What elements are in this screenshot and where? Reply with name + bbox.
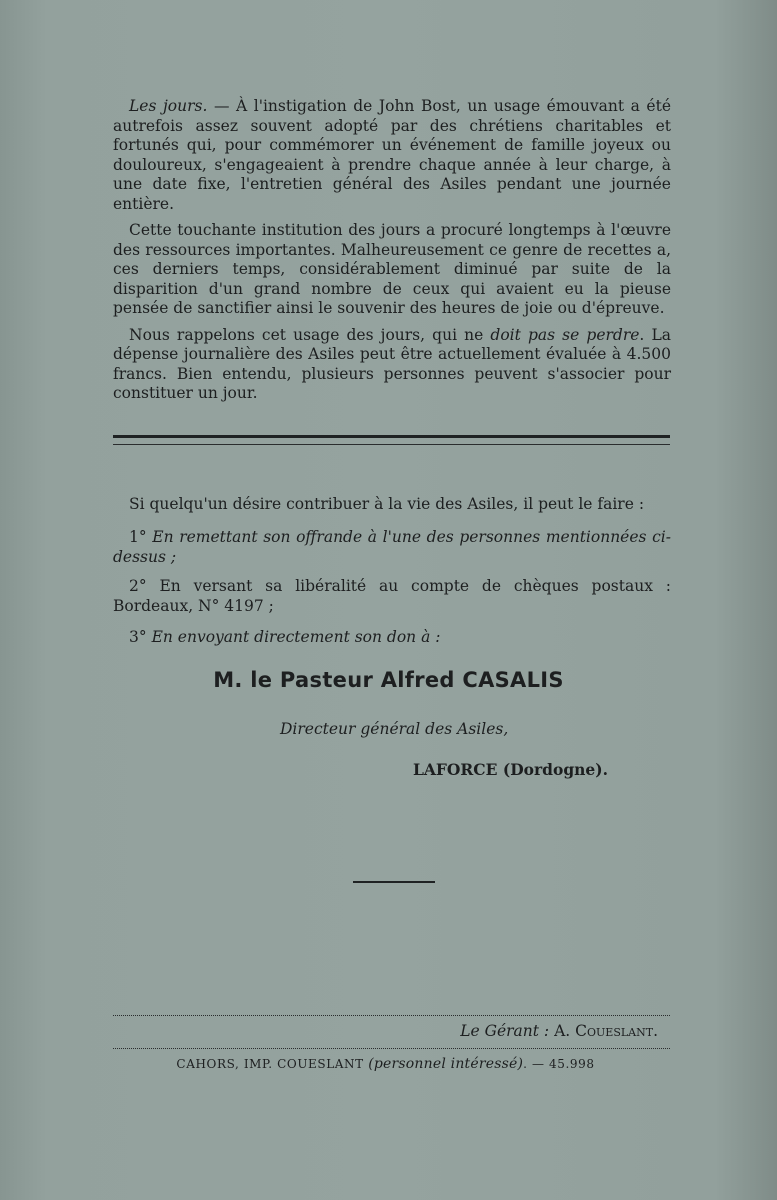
contribution-item-2: 2° En versant sa libéralité au compte de chèques postaux : Bordeaux, N° 4197 ; (113, 577, 671, 615)
footer-rule-bottom (113, 1048, 670, 1049)
section-divider-thick (113, 435, 670, 438)
footer-rule-top (113, 1015, 670, 1016)
ornamental-rule (353, 881, 435, 883)
gerant-line: Le Gérant : A. Coueslant. (460, 1022, 658, 1040)
printer-imprint: CAHORS, IMP. COUESLANT (personnel intéressé). — 45.998 (176, 1056, 595, 1072)
addressee-place: LAFORCE (Dordogne). (413, 760, 609, 779)
paragraph-usage: Nous rappelons cet usage des jours, qui ne doit pas se perdre. La dépense journalière des Asiles peut être actuellement évaluée à 4.500 francs. Bien entendu, plusieurs personnes peuvent s'associer pour constituer un jour. (113, 325, 671, 402)
addressee-title: Directeur général des Asiles, (280, 720, 509, 738)
contribution-intro: Si quelqu'un désire contribuer à la vie des Asiles, il peut le faire : (129, 495, 645, 513)
section-heading: Les jours. (129, 97, 208, 115)
contribution-item-3: 3° En envoyant directement son don à : (129, 628, 441, 646)
contribution-item-1: 1° En remettant son offrande à l'une des personnes mentionnées ci-dessus ; (113, 528, 671, 566)
paragraph-jours-intro: Les jours. — À l'instigation de John Bost, un usage émouvant a été autrefois assez souvent adopté par des chrétiens charitables et fortunés qui, pour commémorer un événement de famille joyeux ou douloureux, s'engageaient à prendre chaque année à leur charge, à une date fixe, l'entretien général des Asiles pendant une journée entière. (113, 97, 671, 213)
section-divider-thin (113, 444, 670, 445)
paragraph-institution: Cette touchante institution des jours a procuré longtemps à l'œuvre des ressources importantes. Malheureusement ce genre de recettes a, ces derniers temps, considérablement diminué par suite de la disparition d'un grand nombre de ceux qui avaient eu la pieuse pensée de sanctifier ainsi le souvenir des heures de joie ou d'épreuve. (113, 221, 671, 317)
addressee-name: M. le Pasteur Alfred CASALIS (213, 668, 564, 692)
section-jours (113, 97, 671, 411)
